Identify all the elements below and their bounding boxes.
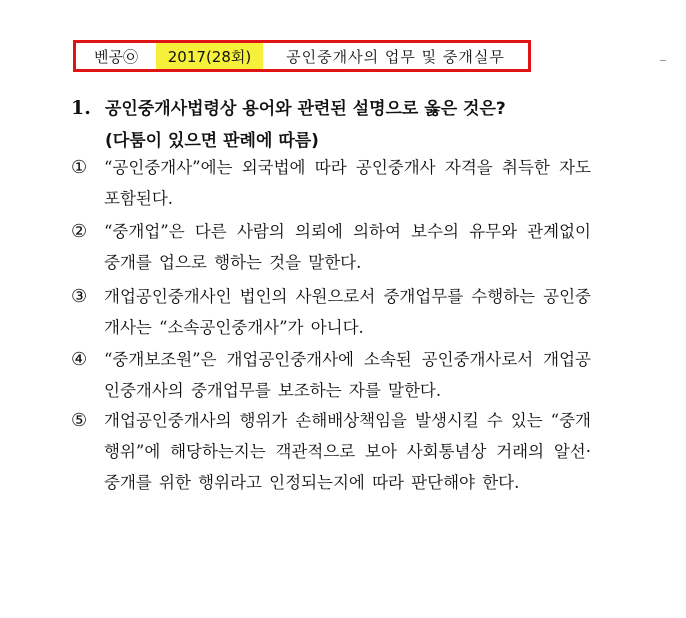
- exam-header-box: [73, 40, 531, 72]
- exam-title-label: 공인중개사의 업무 및 중개실무: [286, 47, 505, 66]
- question-stem: [71, 92, 591, 157]
- question-number: 1.: [71, 97, 91, 119]
- option-text-1: “공인중개사”에는 외국법에 따라 공인중개사 자격을 취득한 자도 포함된다.: [104, 158, 591, 208]
- option-text-3: 개업공인중개사인 법인의 사원으로서 중개업무를 수행하는 공인중개사는 “소속공인중개사”가 아니다.: [104, 287, 591, 337]
- answer-option-2: [71, 216, 591, 278]
- option-text-2: “중개업”은 다른 사람의 의뢰에 의하여 보수의 유무와 관계없이 중개를 업으로 행하는 것을 말한다.: [104, 222, 591, 272]
- option-text-5: 개업공인중개사의 행위가 손해배상책임을 발생시킬 수 있는 “중개행위”에 해당하는지는 객관적으로 보아 사회통념상 거래의 알선·중개를 위한 행위라고 인정되는지에 따라 판단해야 한다.: [104, 411, 591, 492]
- option-number-5: ⑤: [71, 410, 88, 431]
- question-stem-text: 공인중개사법령상 용어와 관련된 설명으로 옳은 것은?: [105, 99, 506, 119]
- question-stem-note: (다툼이 있으면 판례에 따름): [105, 131, 319, 151]
- answer-option-5: [71, 405, 591, 498]
- option-number-1: ①: [71, 157, 88, 178]
- option-number-3: ③: [71, 286, 88, 307]
- question-stem-line1: [71, 92, 591, 125]
- exam-year-label: 2017(28회): [156, 43, 263, 69]
- option-number-2: ②: [71, 221, 88, 242]
- option-text-4: “중개보조원”은 개업공인중개사에 소속된 공인중개사로서 개업공인중개사의 중개업무를 보조하는 자를 말한다.: [104, 350, 591, 400]
- option-number-4: ④: [71, 349, 88, 370]
- answer-option-4: [71, 344, 591, 406]
- answer-option-1: [71, 152, 591, 214]
- decorative-dash: [660, 60, 666, 61]
- answer-option-3: [71, 281, 591, 343]
- exam-subject-label: 벤공㉧: [94, 47, 138, 66]
